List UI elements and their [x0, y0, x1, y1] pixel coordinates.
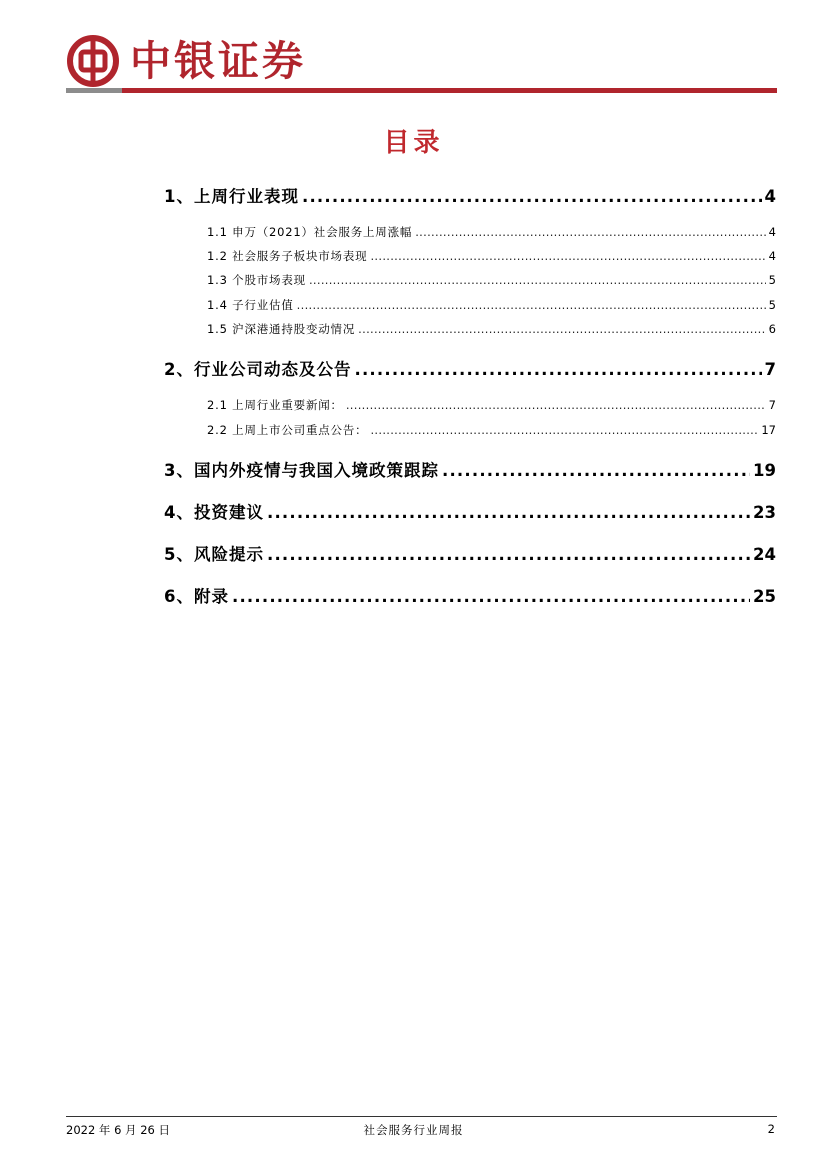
- footer-page-number: 2: [767, 1122, 775, 1136]
- toc-entry-page: 4: [768, 249, 776, 263]
- toc-entry-page: 17: [761, 423, 776, 437]
- toc-entry-3[interactable]: [164, 457, 776, 479]
- toc-entry-label: 1.3 个股市场表现: [207, 273, 306, 287]
- toc-entry-label: 2.1 上周行业重要新闻：: [207, 398, 343, 412]
- toc-leader-dots: [267, 545, 750, 564]
- toc-leader-dots: [232, 587, 750, 606]
- toc-entry-page: 24: [753, 545, 776, 564]
- toc-leader-dots: [370, 423, 758, 437]
- toc-entry-5[interactable]: [164, 541, 776, 563]
- toc-entry-page: 5: [768, 273, 776, 287]
- toc-entry-label: 5、风险提示: [164, 545, 264, 564]
- bank-of-china-logo-icon: [66, 34, 120, 88]
- toc-entry-label: 1.2 社会服务子板块市场表现: [207, 249, 368, 263]
- brand-name: 中银证券: [130, 37, 306, 85]
- toc-entry-page: 7: [764, 360, 776, 379]
- toc-entry-label: 1.1 申万（2021）社会服务上周涨幅: [207, 225, 413, 239]
- toc-entry-label: 1.5 沪深港通持股变动情况: [207, 322, 356, 336]
- toc-entry-label: 4、投资建议: [164, 503, 264, 522]
- toc-leader-dots: [309, 273, 766, 287]
- toc-leader-dots: [442, 461, 750, 480]
- toc-entry-page: 25: [753, 587, 776, 606]
- toc-entry-page: 7: [768, 398, 776, 412]
- toc-entry-page: 4: [768, 225, 776, 239]
- toc-entry-1-5[interactable]: [207, 321, 776, 337]
- toc-entry-2-1[interactable]: [207, 397, 776, 413]
- toc-entry-2[interactable]: [164, 356, 776, 378]
- footer-report-title: 社会服务行业周报: [363, 1123, 464, 1137]
- toc-entry-label: 6、附录: [164, 587, 229, 606]
- toc-leader-dots: [358, 322, 766, 336]
- toc-leader-dots: [267, 503, 750, 522]
- toc-entry-label: 1、上周行业表现: [164, 187, 299, 206]
- toc-entry-page: 23: [753, 503, 776, 522]
- toc-entry-1-3[interactable]: [207, 272, 776, 288]
- header-rule-gray: [66, 88, 122, 93]
- toc-leader-dots: [370, 249, 765, 263]
- footer-date: 2022 年 6 月 26 日: [66, 1123, 170, 1137]
- toc-entry-4[interactable]: [164, 499, 776, 521]
- toc-entry-6[interactable]: [164, 583, 776, 605]
- toc-entry-label: 3、国内外疫情与我国入境政策跟踪: [164, 461, 439, 480]
- footer-rule: [66, 1116, 777, 1117]
- toc-entry-label: 1.4 子行业估值: [207, 298, 294, 312]
- toc-leader-dots: [354, 360, 761, 379]
- toc-entry-page: 4: [764, 187, 776, 206]
- toc-leader-dots: [415, 225, 765, 239]
- report-header: [66, 30, 777, 98]
- toc-leader-dots: [346, 398, 766, 412]
- toc-entry-page: 19: [753, 461, 776, 480]
- toc-entry-1-1[interactable]: [207, 224, 776, 240]
- toc-leader-dots: [302, 187, 762, 206]
- toc-entry-page: 6: [768, 322, 776, 336]
- toc-entry-label: 2.2 上周上市公司重点公告：: [207, 423, 368, 437]
- toc-entry-2-2[interactable]: [207, 422, 776, 438]
- toc-title: 目录: [383, 128, 444, 158]
- toc-entry-1[interactable]: [164, 183, 776, 205]
- toc-entry-label: 2、行业公司动态及公告: [164, 360, 352, 379]
- toc-entry-1-2[interactable]: [207, 248, 776, 264]
- toc-entry-1-4[interactable]: [207, 297, 776, 313]
- toc-leader-dots: [297, 298, 766, 312]
- header-rule-red: [122, 88, 777, 93]
- toc-entry-page: 5: [768, 298, 776, 312]
